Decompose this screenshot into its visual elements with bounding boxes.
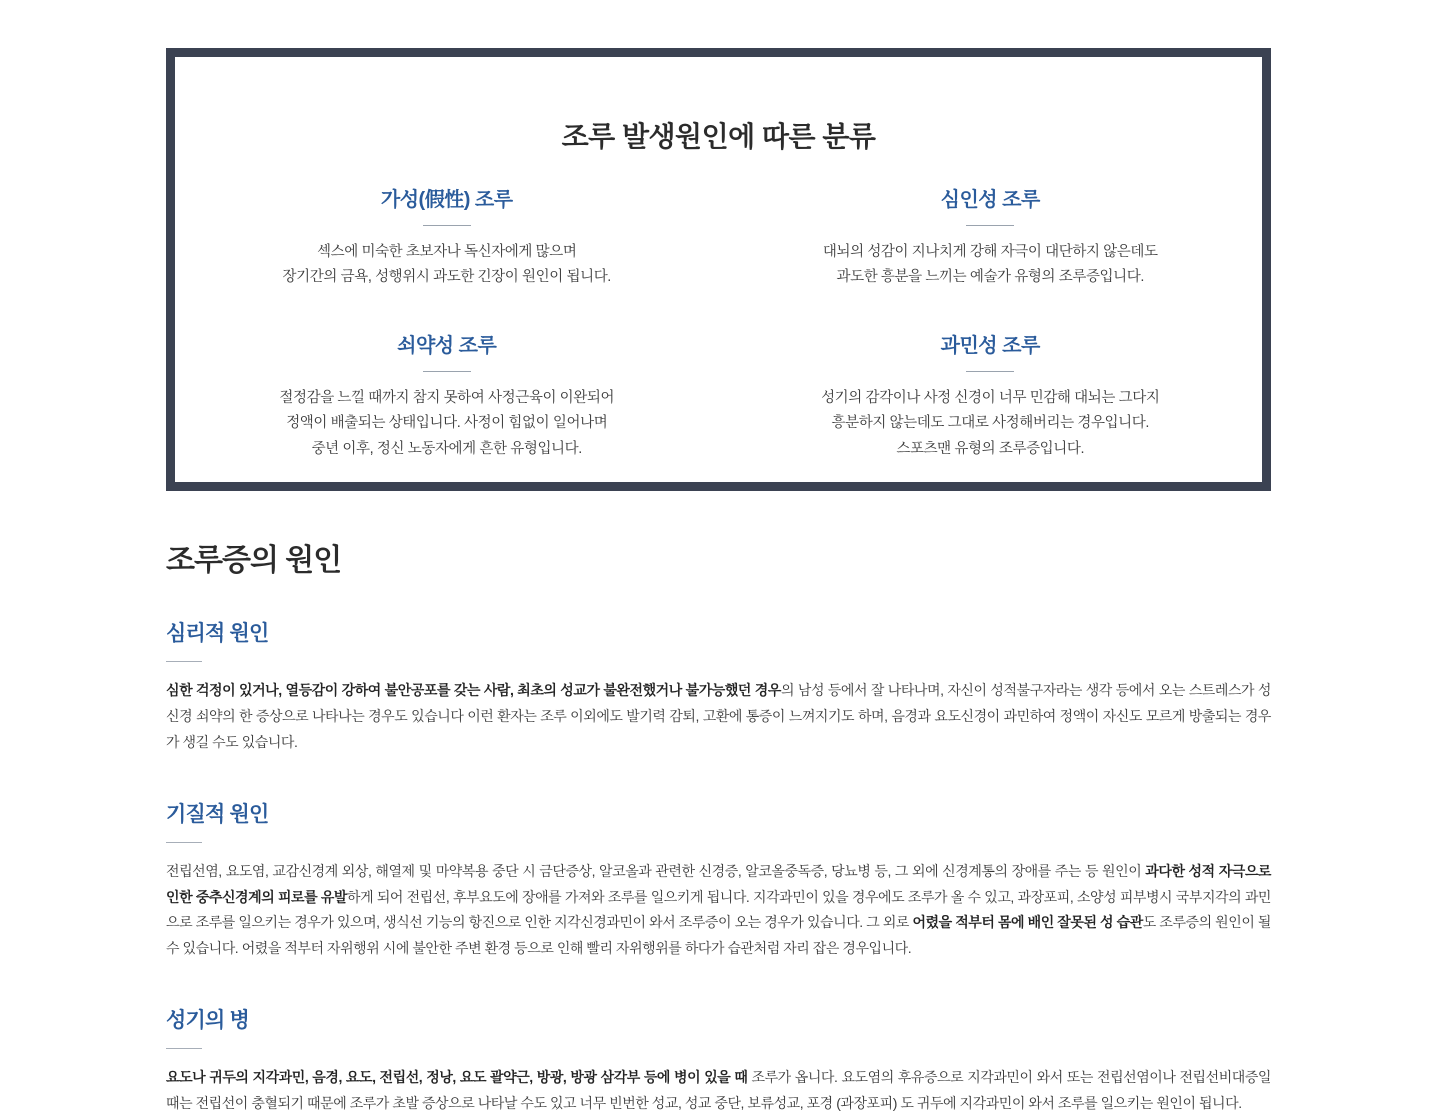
article-section-organic <box>166 798 1271 963</box>
article <box>166 535 1271 1117</box>
section-emphasis-1: 과다한 성적 자극으로 인한 중추신경계의 피로를 유발 <box>166 862 1271 905</box>
classification-heading: 심인성 조루 <box>940 189 1040 211</box>
section-body <box>166 678 1271 756</box>
section-heading: 기질적 원인 <box>166 802 269 826</box>
article-section-psychological <box>166 617 1271 756</box>
classification-body: 절정감을 느낄 때까지 참지 못하여 사정근육이 이완되어 정액이 배출되는 상태입니다. 사정이 힘없이 일어나며 중년 이후, 정신 노동자에게 흔한 유형입니다. <box>279 389 615 457</box>
divider <box>966 371 1014 372</box>
section-heading: 심리적 원인 <box>166 622 269 645</box>
classification-cell <box>719 183 1263 291</box>
section-rest: 의 남성 등에서 잘 나타나며, 자신이 성적불구자라는 생각 등에서 오는 스트레스가 성신경 쇠약의 한 증상으로 나타나는 경우도 있습니다 이런 환자는 조루 이외에도 발기력 감퇴, 고환에 통증이 느껴지기도 하며, 음경과 요도신경이 과민하여 정액이 자신도 모르게 방출되는 경우가 생길 수도 있습니다. <box>166 682 1271 750</box>
classification-box <box>166 48 1271 491</box>
section-body <box>166 1065 1271 1117</box>
section-heading: 성기의 병 <box>166 1009 249 1033</box>
section-lead: 심한 걱정이 있거나, 열등감이 강하여 불안공포를 갖는 사람, 최초의 성교가 불완전했거나 불가능했던 경우 <box>166 682 781 698</box>
classification-heading: 쇠약성 조루 <box>397 334 497 357</box>
divider <box>423 371 471 372</box>
section-rest: 전립선염, 요도염, 교감신경계 외상, 해열제 및 마약복용 중단 시 금단증상, 알코올과 관련한 신경증, 알코올중독증, 당뇨병 등, 그 외에 신경계통의 장애를 주는 등 원인이 <box>166 862 1146 879</box>
divider <box>966 225 1014 226</box>
divider <box>423 225 471 226</box>
section-lead: 요도나 귀두의 지각과민, 음경, 요도, 전립선, 정낭, 요도 괄약근, 방광, 방광 삼각부 등에 병이 있을 때 <box>166 1069 748 1086</box>
section-rest-3: 도 조루증의 원인이 될 수 있습니다. 어렸을 적부터 자위행위 시에 불안한 주변 환경 등으로 인해 빨리 자위행위를 하다가 습관처럼 자리 잡은 경우입니다. <box>166 914 1271 957</box>
section-rest-2: 하게 되어 전립선, 후부요도에 장애를 가져와 조루를 일으키게 됩니다. 지각과민이 있을 경우에도 조루가 올 수 있고, 과장포피, 소양성 피부병시 국부지각의 과민으로 조루를 일으키는 경우가 있으며, 생식선 기능의 항진으로 인한 지각신경과민이 와서 조루증이 오는 경우가 있습니다. 그 외로 <box>166 888 1271 931</box>
classification-title: 조루 발생원인에 따른 분류 <box>561 121 876 152</box>
classification-cell <box>175 183 719 291</box>
classification-body: 대뇌의 성감이 지나치게 강해 자극이 대단하지 않은데도 과도한 흥분을 느끼는 예술가 유형의 조루증입니다. <box>822 244 1158 286</box>
classification-cell <box>719 329 1263 462</box>
section-rest: 조루가 옵니다. 요도염의 후유증으로 지각과민이 와서 또는 전립선염이나 전립선비대증일 때는 전립선이 충혈되기 때문에 조루가 초발 증상으로 나타날 수도 있고 너무 빈번한 성교, 성교 중단, 보류성교, 포경 (과장포피) 도 귀두에 지각과민이 와서 조루를 일으키는 원인이 됩니다. <box>166 1069 1271 1112</box>
classification-heading: 과민성 조루 <box>940 334 1040 357</box>
divider <box>166 1048 202 1049</box>
page-title: 조루증의 원인 <box>166 544 342 577</box>
classification-cell <box>175 329 719 462</box>
classification-heading: 가성(假性) 조루 <box>380 189 513 211</box>
classification-grid <box>175 183 1262 462</box>
classification-body: 섹스에 미숙한 초보자나 독신자에게 많으며 장기간의 금욕, 성행위시 과도한 긴장이 원인이 됩니다. <box>282 244 611 286</box>
section-body <box>166 859 1271 963</box>
section-emphasis-2: 어렸을 적부터 몸에 배인 잘못된 성 습관 <box>912 914 1143 931</box>
classification-body: 성기의 감각이나 사정 신경이 너무 민감해 대뇌는 그다지 흥분하지 않는데도 그대로 사정해버리는 경우입니다. 스포츠맨 유형의 조루증입니다. <box>821 389 1160 457</box>
divider <box>166 661 202 662</box>
article-section-genital-disease <box>166 1004 1271 1117</box>
divider <box>166 842 202 843</box>
